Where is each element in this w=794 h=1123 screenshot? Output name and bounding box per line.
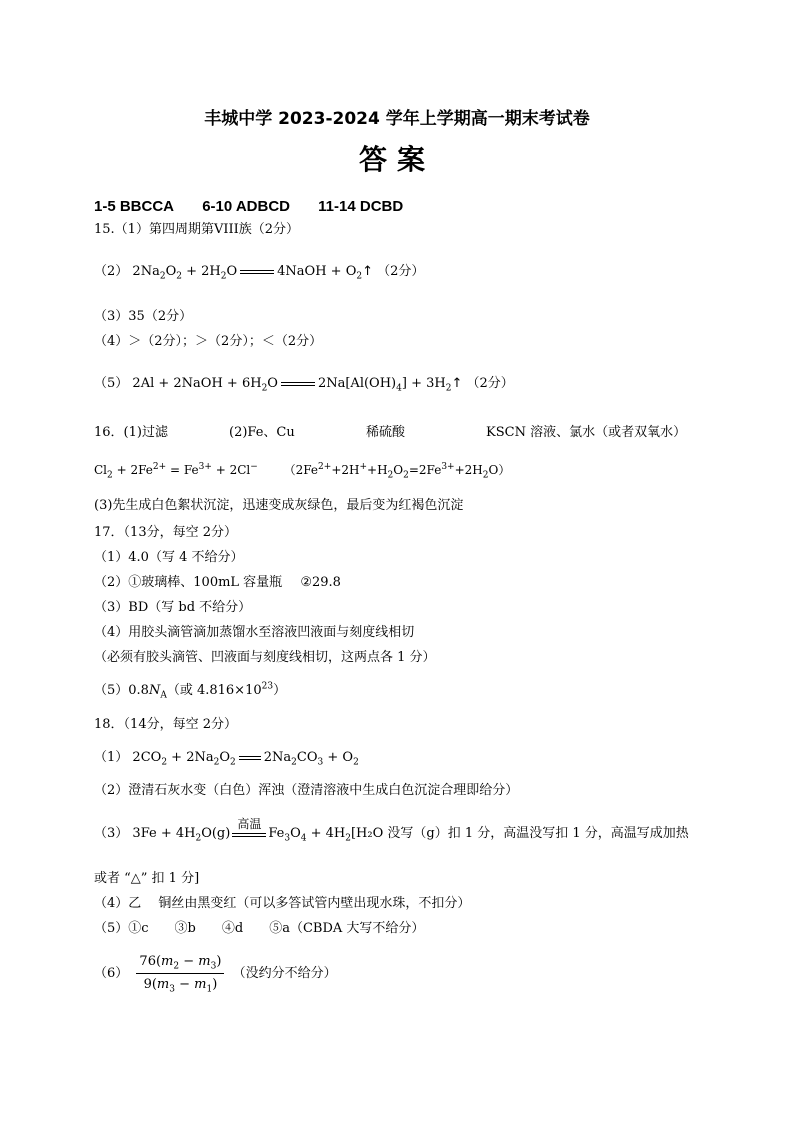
q18-equation-3: $3Fe + 4H_2O(g)$ 高温 $Fe_3O_4 + 4H_2$ bbox=[132, 816, 351, 844]
q15-part5-score: （2分） bbox=[466, 376, 514, 391]
q17-head: 17．（13分，每空 2分） bbox=[94, 525, 237, 540]
q15-part5 bbox=[94, 375, 514, 393]
q18-part5: （5）①c ③b ④d ⑤a（CBDA 大写不给分） bbox=[94, 921, 425, 936]
choice-answers bbox=[94, 198, 427, 215]
q16-cell-1: 16．(1)过滤 bbox=[94, 425, 168, 440]
q18-head: 18．（14分，每空 2分） bbox=[94, 717, 237, 732]
q15-part5-label: （5） bbox=[94, 376, 129, 391]
q17-part5-end: ） bbox=[273, 683, 287, 698]
q16-cell-4: KSCN 溶液、氯水（或者双氧水） bbox=[486, 425, 687, 440]
q18-part1-label: （1） bbox=[94, 750, 129, 765]
q17-part5: $(5)0.8N_A$（或 $4.816\times 10^{23}$） bbox=[94, 681, 287, 701]
choice-answer-6-10: 6-10 ADBCD bbox=[202, 198, 290, 215]
q18-part1 bbox=[94, 749, 359, 767]
q17-part5-label: （5）0.8 bbox=[94, 683, 149, 698]
q15-part2-label: （2） bbox=[94, 264, 129, 279]
q15-part3: （3）35（2分） bbox=[94, 309, 193, 324]
q16-equations bbox=[94, 461, 510, 479]
q17-part1: （1）4.0（写 4 不给分） bbox=[94, 550, 244, 565]
q16-equation-cl2: $Cl_2 + 2Fe^{2+} = Fe^{3+} + 2Cl^-$ bbox=[94, 462, 258, 481]
q17-part2 bbox=[94, 574, 341, 592]
q18-part3-note2: 或者 “△” 扣 1 分] bbox=[94, 871, 200, 886]
q16-part1-2 bbox=[94, 424, 714, 442]
q15-part2-score: （2分） bbox=[377, 264, 425, 279]
q15-part1: 15.（1）第四周期第VIII族（2分） bbox=[94, 222, 300, 237]
q15-part4: （4）＞（2分）；＞（2分）；＜（2分） bbox=[94, 334, 323, 349]
q17-part5-exp: 23 bbox=[261, 681, 274, 692]
q16-alt-close: ） bbox=[498, 463, 511, 477]
q15-equation-5: 2Al + 2NaOH + $6H_2O$ $2Na[Al(OH)_4]$ + $3H_2↑$ bbox=[132, 376, 463, 394]
q16-equation-h2o2: $2Fe^{2+}+2H^++H_2O_2=2Fe^{3+}+2H_2O$ bbox=[295, 462, 499, 481]
q18-condition-label: 高温 bbox=[237, 816, 262, 831]
q18-part6-note: （没约分不给分） bbox=[232, 966, 337, 981]
q16-cell-3: 稀硫酸 bbox=[366, 425, 406, 440]
q17-part4-note: （必须有胶头滴管、凹液面与刻度线相切，这两点各 1 分） bbox=[94, 650, 436, 665]
q16-alt-open: （ bbox=[283, 463, 296, 477]
q17-part2a: （2）①玻璃棒、100mL 容量瓶 bbox=[94, 575, 283, 590]
page-subtitle: 答案 bbox=[358, 143, 435, 176]
q16-part3: (3)先生成白色絮状沉淀，迅速变成灰绿色，最后变为红褐色沉淀 bbox=[94, 498, 464, 513]
q15-equation-2: $2Na_2O_2 + 2H_2O$ 4NaOH + $O_2↑$ bbox=[132, 264, 373, 282]
q17-part5-alt: （或 4.816×10 bbox=[166, 683, 262, 698]
page-title: 丰城中学 2023-2024 学年上学期高一期末考试卷 bbox=[204, 109, 590, 129]
choice-answer-1-5: 1-5 BBCCA bbox=[94, 198, 175, 215]
q18-part3 bbox=[94, 816, 689, 844]
q16-cell-2: (2)Fe、Cu bbox=[229, 425, 295, 440]
choice-answer-11-14: 11-14 DCBD bbox=[318, 198, 404, 215]
q18-equation-1: $2CO_2 + 2Na_2O_2$ $2Na_2CO_3 + O_2$ bbox=[132, 750, 359, 768]
q18-part4: （4）乙 铜丝由黑变红（可以多答试管内壁出现水珠，不扣分） bbox=[94, 896, 471, 911]
q17-part3: （3）BD（写 bd 不给分） bbox=[94, 600, 252, 615]
q17-part4: （4）用胶头滴管滴加蒸馏水至溶液凹液面与刻度线相切 bbox=[94, 625, 415, 640]
q18-part2: （2）澄清石灰水变（白色）浑浊（澄清溶液中生成白色沉淀合理即给分） bbox=[94, 783, 519, 798]
q18-part3-label: （3） bbox=[94, 826, 129, 841]
q18-part6 bbox=[94, 952, 337, 995]
q18-part6-label: （6） bbox=[94, 966, 129, 981]
q18-fraction: $\frac{76(m_2 - m_3)}{9(m_3 - m_1)}$ bbox=[136, 952, 224, 995]
q15-part2 bbox=[94, 263, 424, 281]
q17-part2b: ②29.8 bbox=[300, 575, 341, 590]
q18-part3-note: [H₂O 没写（g）扣 1 分，高温没写扣 1 分，高温写成加热 bbox=[350, 826, 689, 841]
